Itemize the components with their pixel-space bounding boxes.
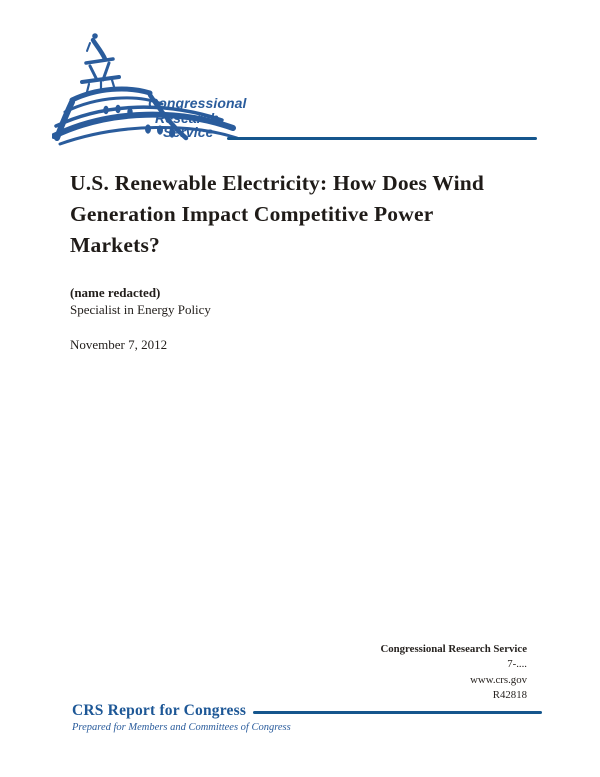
logo-line-congressional: Congressional	[148, 95, 247, 111]
footer-brand: CRS Report for Congress	[72, 702, 247, 719]
logo-line-research: Research	[155, 109, 219, 126]
footer	[72, 702, 542, 733]
report-date: November 7, 2012	[70, 337, 168, 352]
report-info-block	[380, 642, 527, 704]
report-title-line-1: U.S. Renewable Electricity: How Does Wind	[70, 171, 485, 195]
footer-rule	[253, 711, 542, 714]
report-title-line-2: Generation Impact Competitive Power	[70, 202, 434, 226]
logo-line-service: Service	[163, 124, 214, 140]
report-title-line-3: Markets?	[70, 233, 160, 257]
report-info-org: Congressional Research Service	[380, 643, 527, 655]
report-info-website: www.crs.gov	[470, 673, 527, 686]
report-number: R42818	[492, 689, 527, 702]
crs-logo-wordmark	[148, 96, 247, 140]
author-role: Specialist in Energy Policy	[70, 301, 211, 317]
footer-tagline: Prepared for Members and Committees of Congress	[72, 722, 291, 733]
author-name: (name redacted)	[70, 285, 161, 300]
report-title	[70, 168, 550, 261]
report-info-phone: 7-....	[507, 658, 527, 671]
author-block	[70, 285, 211, 354]
header-rule	[227, 137, 537, 140]
